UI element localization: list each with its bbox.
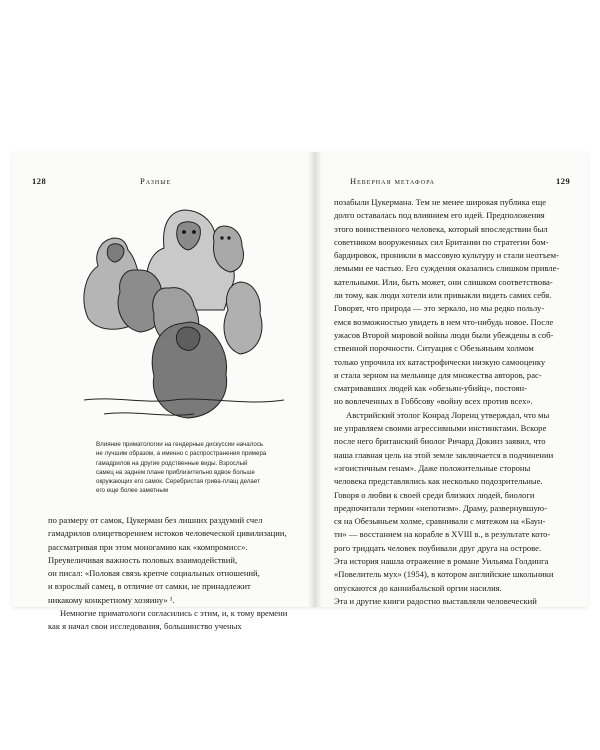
text-line: советником вооруженных сил Британии по стратегии бом- xyxy=(334,236,549,247)
text-line: гамадрилов олицетворением истоков человеческой цивилизации, xyxy=(48,528,287,539)
text-line: после него британский биолог Ричард Докинз заявил, что xyxy=(334,436,546,447)
text-line: ли тому, как люди хотели или привыкли видеть самих себя. xyxy=(334,290,552,301)
text-line: долго оставалась под влиянием его идей. Предположения xyxy=(334,210,545,221)
text-line: ся на Обезьяньем холме, сравнивали с мятежом на «Баун- xyxy=(334,516,546,527)
caption-line: гамадрилов на другие родственные виды. Взрослый xyxy=(96,459,248,467)
left-body-text xyxy=(48,514,294,634)
baboon-drawing xyxy=(74,200,292,432)
text-line: ственной порочности. Ситуация с Обезьяньим холмом xyxy=(334,343,534,354)
text-line: опускаются до каннибальской оргии насилия. xyxy=(334,582,502,593)
text-line: сматривавших людей как «обезьян-убийц», постоян- xyxy=(334,383,527,394)
running-head-right: Неверная метафора xyxy=(350,176,435,186)
caption-line: его еще более заметным xyxy=(96,487,169,495)
text-line: Говоря о любви к своей среди близких людей, биологи xyxy=(334,489,535,500)
book-gutter xyxy=(308,152,322,607)
text-line: кательными. Или, быть может, они слишком соответствова- xyxy=(334,276,553,287)
text-line: бардировок, проникли в массовую культуру и стали неотъем- xyxy=(334,250,559,261)
text-line: Эта история нашла отражение в романе Уильяма Голдинга xyxy=(334,556,549,567)
caption-line: не лучшим образом, а именно с распространения примера xyxy=(96,450,267,458)
right-body-text xyxy=(334,196,580,608)
caption-line: самец на заднем плане приблизительно вдвое больше xyxy=(96,468,255,476)
text-line: этого воинственного человека, который впоследствии был xyxy=(334,223,548,234)
baboon-illustration-icon xyxy=(74,200,292,432)
text-line: емся возможностью увидеть в нем что-нибудь новое. После xyxy=(334,316,554,327)
book-spread xyxy=(12,152,588,632)
text-line: лемыми ее частью. Его суждения оказались слишком привле- xyxy=(334,263,560,274)
text-line: человека представлялись как несколько подозрительные. xyxy=(334,476,543,487)
text-line: рого тридцать человек поубивали друг друга на острове. xyxy=(334,542,542,553)
text-line: не управляем своими агрессивными инстинктами. Вскоре xyxy=(334,423,547,434)
text-line: никакому конкретному хозяину» ¹. xyxy=(48,594,175,605)
caption-line: Влияние приматологии на гендерные дискуссии началось xyxy=(96,441,264,448)
text-line: ти» — восстанием на корабле в XVIII в., в результате кото- xyxy=(334,529,551,540)
text-line: рассматривая при этом моногамию как «компромисс». xyxy=(48,541,248,552)
text-line: наша главная цель на этой земле заключается в подчинении xyxy=(334,449,554,460)
text-line: и взрослый самец, в отличие от самки, не принадлежит xyxy=(48,581,251,592)
page-number-right: 129 xyxy=(556,176,571,186)
right-page xyxy=(322,152,588,607)
figure-caption xyxy=(96,440,296,496)
text-line: только упрочила их катастрофически низкую самооценку xyxy=(334,356,546,367)
text-line: по размеру от самок, Цукерман без лишних раздумий счел xyxy=(48,515,263,525)
text-line: Преувеличивая важность половых взаимодействий, xyxy=(48,554,238,565)
text-line: ужасов Второй мировой войны люди были убеждены в соб- xyxy=(334,329,554,340)
running-head-left: Разные xyxy=(140,176,172,186)
text-line: как я начал свои исследования, большинство ученых xyxy=(48,621,242,632)
text-line: Эта и другие книги радостно выставляли человеческий xyxy=(334,595,537,606)
text-line: и стала зерном на мельнице для множества авторов, рас- xyxy=(334,369,542,380)
text-line: он писал: «Половая связь крепче социальных отношений, xyxy=(48,568,260,579)
text-line: «Повелитель мух» (1954), в котором английские школьники xyxy=(334,569,554,580)
left-page xyxy=(12,152,308,632)
text-line: предпочитали термин «непотизм». Драму, развернувшую- xyxy=(334,502,547,513)
text-line: но вовлеченных в Гоббсову «войну всех против всех». xyxy=(334,396,533,407)
caption-line: окружающих его самок. Серебристая грива-плащ делает xyxy=(96,478,260,486)
text-line: Говорят, что природа — это зеркало, но мы редко пользу- xyxy=(334,303,545,314)
text-line: Австрийский этолог Конрад Лоренц утверждал, что мы xyxy=(346,409,550,420)
text-line: Немногие приматологи согласились с этим, и, к тому времени xyxy=(60,608,288,619)
text-line: «эгоистичным генам». Даже положительные стороны xyxy=(334,462,531,473)
text-line: позабыли Цукермана. Тем не менее широкая публика еще xyxy=(334,197,547,207)
page-number-left: 128 xyxy=(32,176,47,186)
